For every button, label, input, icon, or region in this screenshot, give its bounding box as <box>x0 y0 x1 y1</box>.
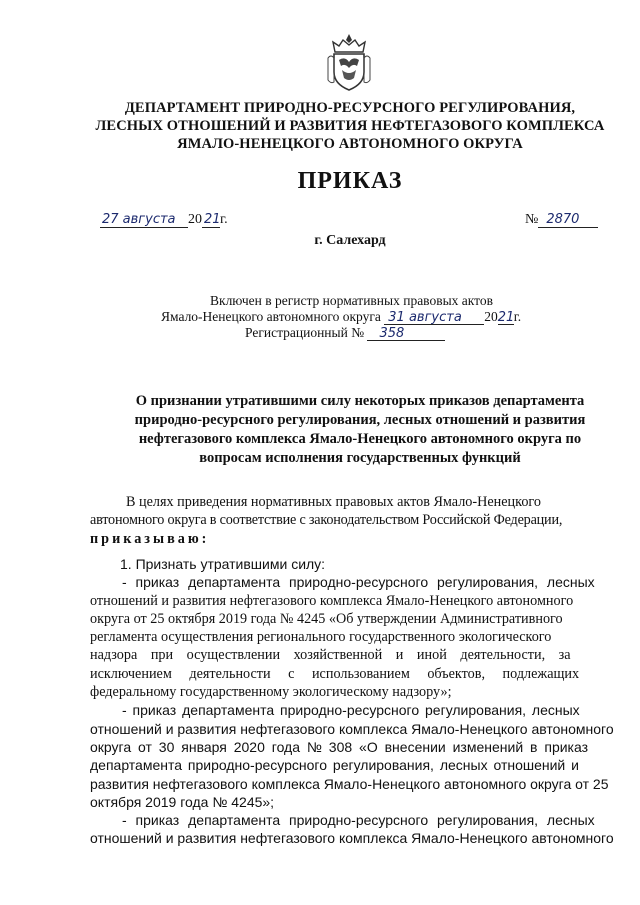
registry-line-3 <box>245 325 445 341</box>
registry-line-1: Включен в регистр нормативных правовых актов <box>210 293 494 308</box>
order-date <box>100 212 228 228</box>
handwritten-registry-year: 21 <box>497 310 515 325</box>
order-items <box>90 555 612 848</box>
yamal-coat-of-arms-icon <box>327 32 371 92</box>
body-line: - приказ департамента природно-ресурсного регулирования, лесных <box>122 574 595 591</box>
body-line: - приказ департамента природно-ресурсного регулирования, лесных <box>122 812 595 829</box>
body-line: регламента осуществления регионального государственного экологического <box>90 629 552 646</box>
registry-year-prefix: 20 <box>484 309 498 324</box>
handwritten-year: 21 <box>204 212 221 227</box>
registry-number-blank <box>367 326 445 341</box>
subject-line: природно-ресурсного регулирования, лесных отношений и развития <box>134 412 586 428</box>
preamble-line <box>90 493 612 511</box>
registry-date-blank <box>384 310 484 325</box>
registry-region: Ямало-Ненецкого автономного округа <box>161 309 381 324</box>
body-line: отношений и развития нефтегазового комплекса Ямало-Ненецкого автономного <box>90 830 614 847</box>
body-line: департамента природно-ресурсного регулирования, лесных отношений и <box>90 757 579 774</box>
body-line: отношений и развития нефтегазового комплекса Ямало-Ненецкого автономного <box>90 592 574 609</box>
number-label: № <box>525 212 539 227</box>
year-prefix: 20 <box>188 212 202 227</box>
subject-line: вопросам исполнения государственных функций <box>199 450 521 466</box>
department-line: ЯМАЛО-НЕНЕЦКОГО АВТОНОМНОГО ОКРУГА <box>177 136 523 152</box>
number-blank <box>538 213 598 228</box>
body-line: исключением деятельности с использованием объектов, подлежащих <box>90 665 580 682</box>
department-line: ДЕПАРТАМЕНТ ПРИРОДНО-РЕСУРСНОГО РЕГУЛИРОВАНИЯ, <box>124 100 576 116</box>
registry-year-blank <box>498 310 514 325</box>
body-line: федеральному государственному экологическому надзору»; <box>90 684 452 701</box>
handwritten-date: 27 августа <box>102 212 176 227</box>
city-line: г. Салехард <box>314 233 386 248</box>
body-line: октября 2019 года № 4245»; <box>90 793 275 810</box>
item-heading: 1. Признать утратившими силу: <box>120 556 326 572</box>
registry-year-suffix: г. <box>513 309 522 324</box>
registry-number-label: Регистрационный № <box>245 325 365 340</box>
preamble-text: В целях приведения нормативных правовых актов Ямало-Ненецкого <box>126 494 541 510</box>
subject-line: О признании утратившими силу некоторых приказов департамента <box>135 393 585 409</box>
preamble-line: автономного округа в соответствие с законодательством Российской Федерации, <box>90 512 563 529</box>
handwritten-registry-date: 31 августа <box>388 310 462 325</box>
body-line: отношений и развития нефтегазового комплекса Ямало-Ненецкого автономного <box>90 720 614 737</box>
order-subject <box>100 392 620 468</box>
registry-line-2 <box>161 309 521 325</box>
year-suffix: г. <box>220 212 228 227</box>
department-heading <box>60 99 640 153</box>
preamble <box>90 493 612 548</box>
department-line: ЛЕСНЫХ ОТНОШЕНИЙ И РАЗВИТИЯ НЕФТЕГАЗОВОГО КОМПЛЕКСА <box>95 118 605 134</box>
body-line: развития нефтегазового комплекса Ямало-Ненецкого автономного округа от 25 <box>90 775 609 792</box>
order-word: приказываю: <box>90 530 210 547</box>
handwritten-registry-number: 358 <box>379 326 405 341</box>
body-line: надзора при осуществлении хозяйственной и иной деятельности, за <box>90 647 571 664</box>
body-line: округа от 25 октября 2019 года № 4245 «Об утверждении Административного <box>90 610 563 627</box>
year-blank <box>202 213 220 228</box>
subject-line: нефтегазового комплекса Ямало-Ненецкого автономного округа по <box>138 431 582 447</box>
date-blank <box>100 213 188 228</box>
handwritten-number: 2870 <box>546 212 580 227</box>
body-line: - приказ департамента природно-ресурсного регулирования, лесных <box>122 702 580 719</box>
order-number <box>525 212 598 228</box>
document-type-title: ПРИКАЗ <box>297 168 403 194</box>
body-line: округа от 30 января 2020 года № 308 «О внесении изменений в приказ <box>90 738 589 755</box>
